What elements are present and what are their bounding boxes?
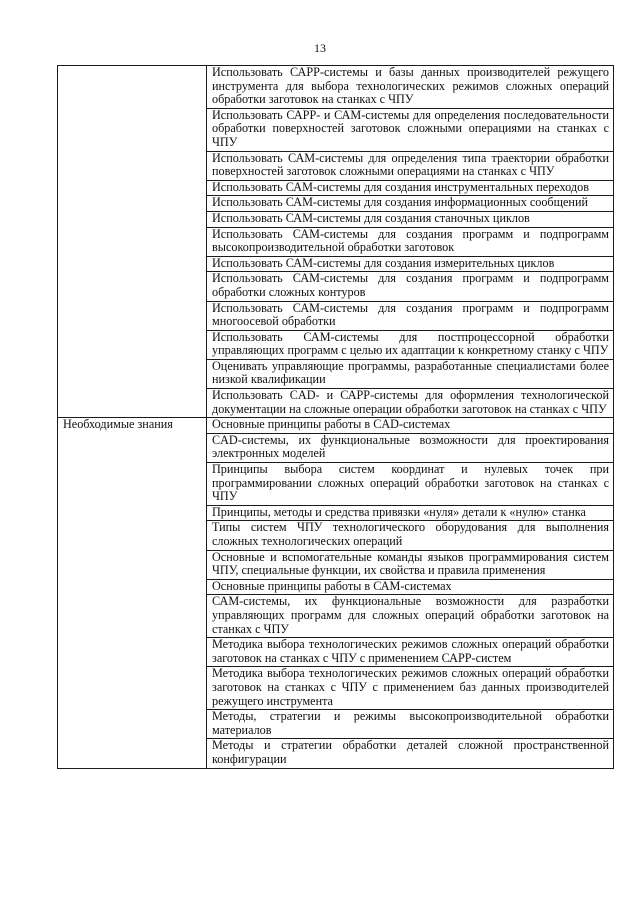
skill-item: Оценивать управляющие программы, разработанные специалистами более низкой квалификации <box>207 359 614 388</box>
skill-item: Использовать САМ-системы для создания инструментальных переходов <box>207 180 614 196</box>
skill-item: Использовать САМ-системы для создания программ и подпрограмм высокопроизводительной обработки заготовок <box>207 227 614 256</box>
knowledge-label: Необходимые знания <box>63 417 173 432</box>
skill-item: Использовать САРР- и САМ-системы для определения последовательности обработки поверхностей заготовок сложными операциями на станках с ЧПУ <box>207 108 614 151</box>
skills-label-cell <box>58 66 207 418</box>
skill-item: Использовать САМ-системы для постпроцессорной обработки управляющих программ с целью их адаптации к конкретному станку с ЧПУ <box>207 330 614 359</box>
knowledge-item: Принципы выбора систем координат и нулевых точек при программировании сложных операций обработки заготовок на станках с ЧПУ <box>207 463 614 506</box>
knowledge-label-cell <box>58 418 207 768</box>
skill-item: Использовать САРР-системы и базы данных производителей режущего инструмента для выбора технологических режимов сложных операций обработки заготовок на станках с ЧПУ <box>207 66 614 109</box>
requirements-table <box>57 65 614 769</box>
knowledge-row <box>58 418 614 434</box>
skill-row <box>58 66 614 109</box>
skill-item: Использовать САМ-системы для создания информационных сообщений <box>207 196 614 212</box>
knowledge-item: Методика выбора технологических режимов сложных операций обработки заготовок на станках с ЧПУ с применением САРР-систем <box>207 638 614 667</box>
knowledge-item: Типы систем ЧПУ технологического оборудования для выполнения сложных технологических операций <box>207 521 614 550</box>
skill-item: Использовать САМ-системы для создания станочных циклов <box>207 211 614 227</box>
skill-item: Использовать CAD- и САРР-системы для оформления технологической документации на сложные операции обработки заготовок на станках с ЧПУ <box>207 389 614 418</box>
knowledge-item: Методы и стратегии обработки деталей сложной пространственной конфигурации <box>207 739 614 768</box>
knowledge-item: Методика выбора технологических режимов сложных операций обработки заготовок на станках с ЧПУ с применением баз данных производителей режущего инструмента <box>207 667 614 710</box>
page-number: 13 <box>314 41 326 55</box>
knowledge-item: САМ-системы, их функциональные возможности для разработки управляющих программ для сложных операций обработки заготовок на станках с ЧПУ <box>207 595 614 638</box>
requirements-table-body <box>58 66 614 769</box>
knowledge-item: Принципы, методы и средства привязки «нуля» детали к «нулю» станка <box>207 505 614 521</box>
skill-item: Использовать САМ-системы для создания программ и подпрограмм обработки сложных контуров <box>207 272 614 301</box>
skill-item: Использовать САМ-системы для создания измерительных циклов <box>207 256 614 272</box>
skill-item: Использовать САМ-системы для создания программ и подпрограмм многоосевой обработки <box>207 301 614 330</box>
skill-item: Использовать САМ-системы для определения типа траектории обработки поверхностей заготовок сложными операциями на станках с ЧПУ <box>207 151 614 180</box>
knowledge-item: Основные и вспомогательные команды языков программирования систем ЧПУ, специальные функции, их свойства и правила применения <box>207 550 614 579</box>
knowledge-item: Основные принципы работы в CAD-системах <box>207 418 614 434</box>
knowledge-item: Методы, стратегии и режимы высокопроизводительной обработки материалов <box>207 710 614 739</box>
knowledge-item: CAD-системы, их функциональные возможности для проектирования электронных моделей <box>207 433 614 462</box>
knowledge-item: Основные принципы работы в САМ-системах <box>207 579 614 595</box>
